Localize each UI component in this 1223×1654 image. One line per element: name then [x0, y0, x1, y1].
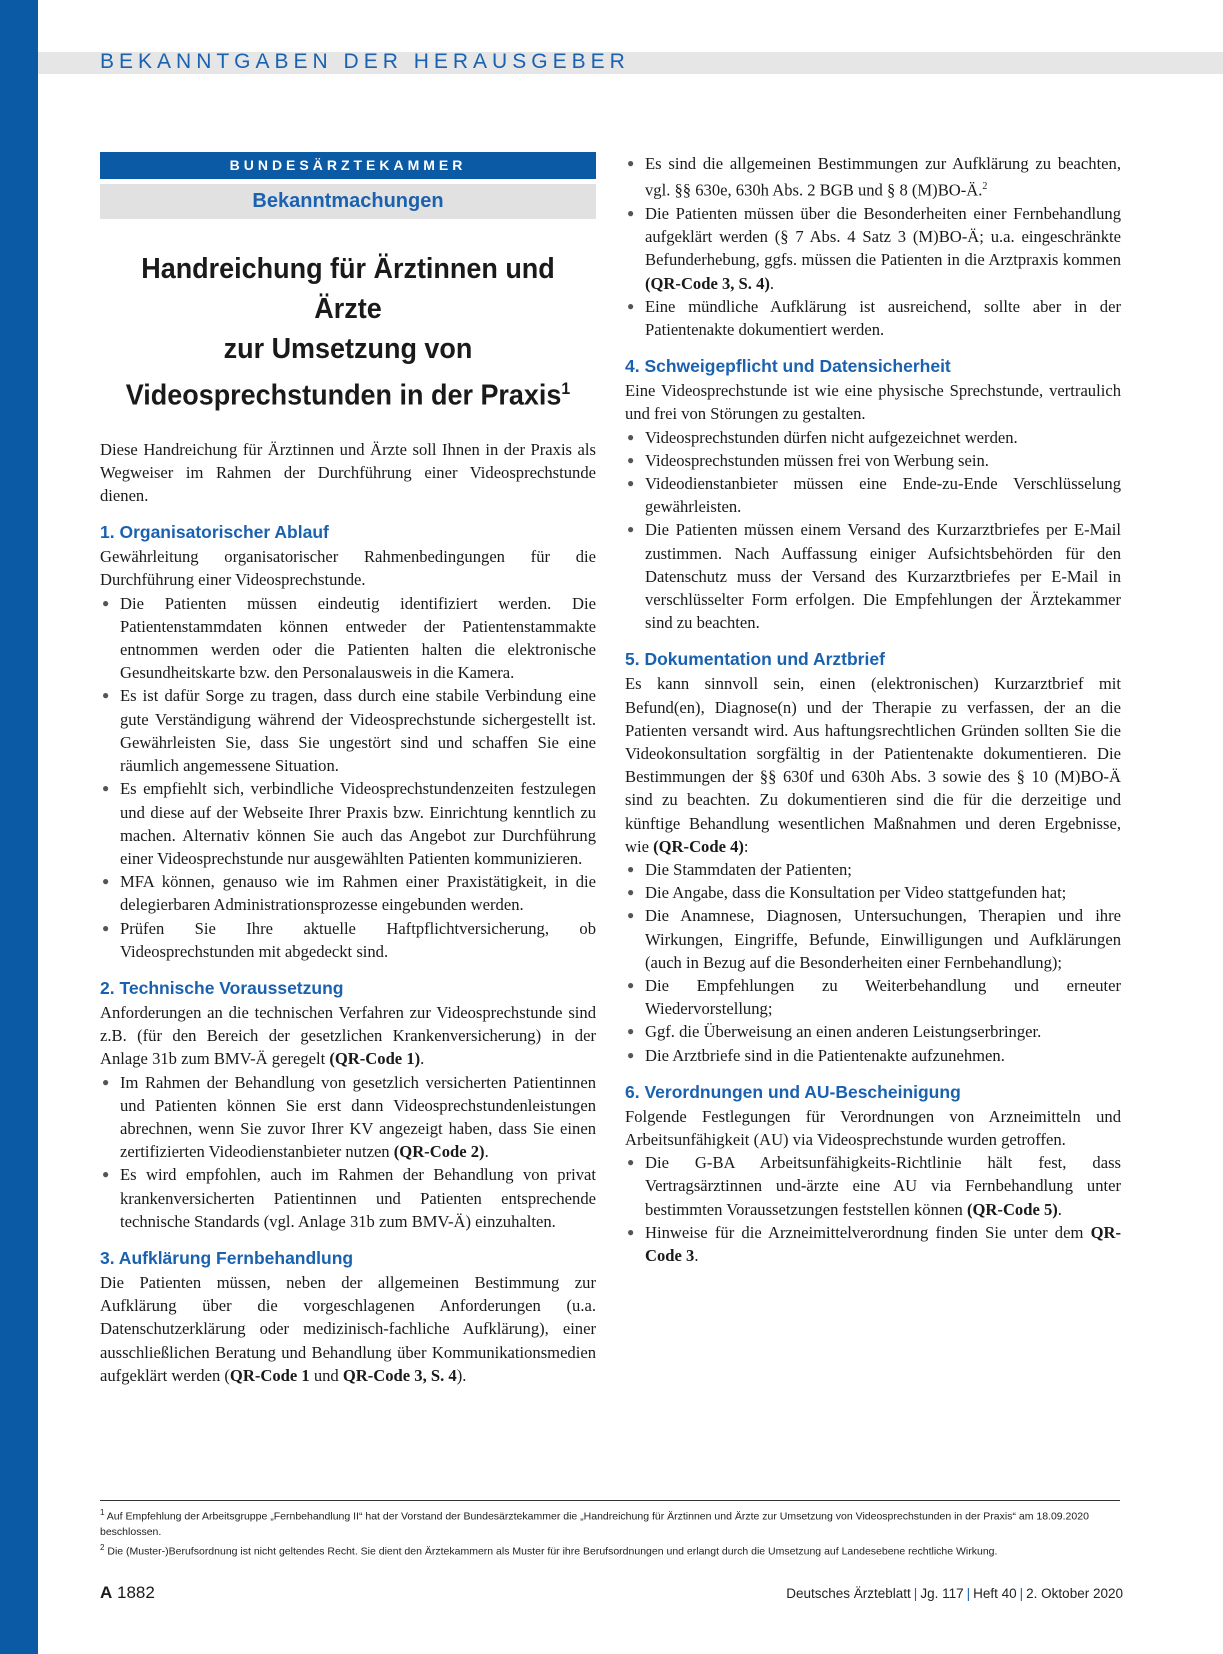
- list-item: ● Die Arztbriefe sind in die Patientenakte aufzunehmen.: [625, 1044, 1121, 1067]
- section-4-heading: 4. Schweigepflicht und Datensicherheit: [625, 356, 951, 377]
- title-line-2: zur Umsetzung von: [223, 333, 473, 365]
- list-item: ● MFA können, genauso wie im Rahmen einer Praxistätigkeit, in die delegierbaren Administrationsprozesse eingebunden werden.: [100, 870, 596, 916]
- list-item: [625, 1151, 1121, 1221]
- section-3-heading: 3. Aufklärung Fernbehandlung: [100, 1247, 354, 1268]
- separator: |: [966, 1586, 971, 1601]
- section-6-intro: Folgende Festlegungen für Verordnungen von Arzneimitteln und Arbeitsunfähigkeit (AU) via Videosprechstunde wurden getroffen.: [625, 1106, 1121, 1150]
- footnote-mark: 2: [982, 181, 988, 193]
- qr-code-ref: (QR-Code 3, S. 4): [645, 273, 770, 293]
- punct: ).: [456, 1365, 467, 1385]
- footnote-2-mark: 2: [100, 1542, 105, 1552]
- list-item: ● Videosprechstunden dürfen nicht aufgezeichnet werden.: [625, 426, 1121, 449]
- list-item: ● Es ist dafür Sorge zu tragen, dass durch eine stabile Verbindung eine gute Verständigung während der Videosprechstunde sichergestellt ist. Gewährleisten Sie, dass Sie ungestört sind und schaffen Sie eine räumlich angemessene Situation.: [100, 684, 596, 777]
- kicker: BUNDESÄRZTEKAMMER: [100, 152, 596, 179]
- list-item: ● Die Empfehlungen zu Weiterbehandlung und erneuter Wiedervorstellung;: [625, 974, 1121, 1020]
- section-3-list: [625, 152, 1121, 341]
- list-item-text: Hinweise für die Arzneimittelverordnung finden Sie unter dem: [645, 1222, 1084, 1242]
- section-1-intro: Gewährleitung organisatorischer Rahmenbedingungen für die Durchführung einer Videosprechstunde.: [100, 547, 596, 590]
- qr-code-ref: (QR-Code 1): [329, 1049, 421, 1069]
- list-item: [625, 202, 1121, 295]
- footnote-1: [100, 1505, 1120, 1540]
- list-item: ● Es wird empfohlen, auch im Rahmen der Behandlung von privat krankenversicherten Patientinnen und Patienten entsprechende technische Standards (vgl. Anlage 31b zum BMV-Ä) einzuhalten.: [100, 1163, 596, 1233]
- punct: .: [694, 1246, 699, 1266]
- punct: .: [1057, 1199, 1062, 1219]
- punct: .: [484, 1142, 489, 1162]
- section-2-intro: [100, 1001, 596, 1071]
- page-number-value: 1882: [117, 1583, 155, 1602]
- list-item: ● Videodienstanbieter müssen eine Ende-zu-Ende Verschlüsselung gewährleisten.: [625, 472, 1121, 518]
- footnote-2: [100, 1540, 1120, 1560]
- connector: und: [309, 1365, 343, 1385]
- list-item: ● Es empfiehlt sich, verbindliche Videosprechstundenzeiten festzulegen und diese auf der Webseite Ihrer Praxis bzw. Einrichtung kenntlich zu machen. Alternativ können Sie auch das Angebot zur Durchführung einer Videosprechstunde nur ausgewählten Patienten kommunizieren.: [100, 777, 596, 870]
- section-4-list: [625, 426, 1121, 635]
- list-item: ● Eine mündliche Aufklärung ist ausreichend, sollte aber in der Patientenakte dokumentiert werden.: [625, 295, 1121, 341]
- list-item-text: Es sind die allgemeinen Bestimmungen zur Aufklärung zu beachten, vgl. §§ 630e, 630h Abs. 2 BGB und § 8 (M)BO-Ä.: [645, 154, 1121, 200]
- journal-volume: Jg. 117: [920, 1586, 964, 1601]
- journal-date: 2. Oktober 2020: [1026, 1586, 1123, 1601]
- section-2-list: [100, 1071, 596, 1233]
- list-item: ● Die Patienten müssen einem Versand des Kurzarztbriefes per E-Mail zustimmen. Nach Auffassung einiger Aufsichtsbehörden für den Datenschutz muss der Versand des Kurzarztbriefes per E-Mail in verschlüsselter Form erfolgen. Die Empfehlungen der Ärztekammer sind zu beachten.: [625, 518, 1121, 634]
- punct: :: [743, 836, 749, 856]
- list-item: [625, 152, 1121, 202]
- lead-paragraph: Diese Handreichung für Ärztinnen und Ärzte soll Ihnen in der Praxis als Wegweiser im Rahmen der Durchführung einer Videosprechstunde dienen.: [100, 439, 596, 506]
- list-item: ● Die Anamnese, Diagnosen, Untersuchungen, Therapien und ihre Wirkungen, Eingriffe, Befunde, Einwilligungen und Aufklärungen (auch in Bezug auf die Besonderheiten einer Fernbehandlung);: [625, 904, 1121, 974]
- list-item: ● Die Angabe, dass die Konsultation per Video stattgefunden hat;: [625, 881, 1121, 904]
- list-item: ● Die Stammdaten der Patienten;: [625, 858, 1121, 881]
- section-2-intro-text: Anforderungen an die technischen Verfahren zur Videosprechstunde sind z.B. (für den Bereich der gesetzlichen Krankenversicherung) in der Anlage 31b zum BMV-Ä geregelt: [100, 1002, 596, 1069]
- section-2-heading: 2. Technische Voraussetzung: [100, 977, 344, 998]
- footnote-1-text: Auf Empfehlung der Arbeitsgruppe „Fernbehandlung II“ hat der Vorstand der Bundesärztekammer die „Handreichung für Ärztinnen und Ärzte zur Umsetzung von Videosprechstunden in der Praxis“ am 18.09.2020 beschlossen.: [100, 1510, 1089, 1538]
- left-color-bar: [0, 0, 38, 1654]
- qr-code-ref: QR-Code 1: [229, 1365, 310, 1385]
- journal-issue: Heft 40: [973, 1586, 1017, 1601]
- footnote-divider: [100, 1500, 1120, 1501]
- title-line-1: Handreichung für Ärztinnen und Ärzte: [141, 253, 555, 325]
- qr-code-ref: QR-Code 3, S. 4: [342, 1365, 457, 1385]
- separator: |: [913, 1586, 918, 1601]
- list-item-text: Im Rahmen der Behandlung von gesetzlich versicherten Patientinnen und Patienten können Sie erst dann Videosprechstundenleistungen abrechnen, wenn Sie zuvor Ihrer KV angezeigt haben, dass Sie einen zertifizierten Videodienstanbieter nutzen: [120, 1072, 596, 1162]
- section-1-heading: 1. Organisatorischer Ablauf: [100, 522, 329, 543]
- title-footnote-mark: 1: [561, 379, 571, 398]
- separator: |: [1019, 1586, 1024, 1601]
- journal-info: [786, 1586, 1123, 1601]
- section-6-list: [625, 1151, 1121, 1267]
- title-line-3: Videosprechstunden in der Praxis: [125, 379, 562, 412]
- page-prefix: A: [100, 1583, 113, 1602]
- qr-code-ref: (QR-Code 5): [967, 1199, 1058, 1219]
- section-5-intro: [625, 672, 1121, 858]
- section-5-heading: 5. Dokumentation und Arztbrief: [625, 649, 885, 670]
- section-5-list: [625, 858, 1121, 1067]
- list-item: ● Videosprechstunden müssen frei von Werbung sein.: [625, 449, 1121, 472]
- punct: .: [769, 273, 775, 293]
- qr-code-ref: (QR-Code 2): [393, 1142, 485, 1162]
- section-3-intro-text: Die Patienten müssen, neben der allgemeinen Bestimmung zur Aufklärung über die vorgeschlagenen Anforderungen (u.a. Datenschutzerklärung oder medizinisch-fachliche Aufklärung), einer ausschließlichen Beratung und Behandlung über Kommunikationsmedien aufgeklärt werden (: [100, 1272, 596, 1385]
- footnote-2-text: Die (Muster-)Berufsordnung ist nicht geltendes Recht. Sie dient den Ärztekammern als Muster für ihre Berufsordnungen und erlangt durch die Umsetzung auf Landesebene rechtliche Wirkung.: [107, 1545, 998, 1557]
- list-item: ● Prüfen Sie Ihre aktuelle Haftpflichtversicherung, ob Videosprechstunden mit abgedeckt sind.: [100, 917, 596, 963]
- subkicker: Bekanntmachungen: [100, 184, 596, 219]
- page-number: [100, 1583, 155, 1603]
- list-item: ● Ggf. die Überweisung an einen anderen Leistungserbringer.: [625, 1020, 1121, 1043]
- footnotes: [100, 1505, 1120, 1559]
- list-item: ● Die Patienten müssen eindeutig identifiziert werden. Die Patientenstammdaten können entweder der Patientenstammakte entnommen werden oder die Patienten halten die elektronische Gesundheitskarte bzw. den Personalausweis in die Kamera.: [100, 592, 596, 685]
- section-5-intro-text: Es kann sinnvoll sein, einen (elektronischen) Kurzarztbrief mit Befund(en), Diagnose(n) und der Therapie zu verfassen, der an die Patienten versandt wird. Aus haftungsrechtlichen Gründen sollten Sie die Videokonsultation sorgfältig in der Patientenakte dokumentieren. Die Bestimmungen der §§ 630f und 630h Abs. 3 sowie des § 10 (M)BO-Ä sind zu beachten. Zu dokumentieren sind die für die derzeitige und künftige Behandlung wesentlichen Maßnahmen und deren Ergebnisse, wie: [625, 674, 1121, 856]
- list-item-text: Die G-BA Arbeitsunfähigkeits-Richtlinie hält fest, dass Vertragsärztinnen und-ärzte eine AU via Fernbehandlung unter bestimmten Voraussetzungen feststellen können: [645, 1153, 1121, 1219]
- qr-code-ref: (QR-Code 4): [653, 836, 744, 856]
- section-3-intro: [100, 1271, 596, 1387]
- footnote-1-mark: 1: [100, 1508, 105, 1517]
- section-label: BEKANNTGABEN DER HERAUSGEBER: [100, 50, 630, 73]
- list-item: [625, 1221, 1121, 1267]
- qr-code-ref: QR-Code 3: [645, 1222, 1121, 1266]
- section-6-heading: 6. Verordnungen und AU-Bescheinigung: [625, 1081, 961, 1102]
- list-item: [100, 1071, 596, 1164]
- section-1-list: [100, 592, 596, 963]
- left-column: [100, 152, 596, 1387]
- punct: .: [420, 1049, 425, 1069]
- section-4-intro: Eine Videosprechstunde ist wie eine physische Sprechstunde, vertraulich und frei von Störungen zu gestalten.: [625, 381, 1121, 424]
- list-item-text: Die Patienten müssen über die Besonderheiten einer Fernbehandlung aufgeklärt werden (§ 7 Abs. 4 Satz 3 (M)BO-Ä; u.a. eingeschränkte Befunderhebung, ggfs. müssen die Patienten in die Arztpraxis kommen: [645, 203, 1121, 270]
- page-title: [117, 249, 578, 416]
- journal-name: Deutsches Ärzteblatt: [786, 1586, 911, 1601]
- right-column: [625, 152, 1121, 1267]
